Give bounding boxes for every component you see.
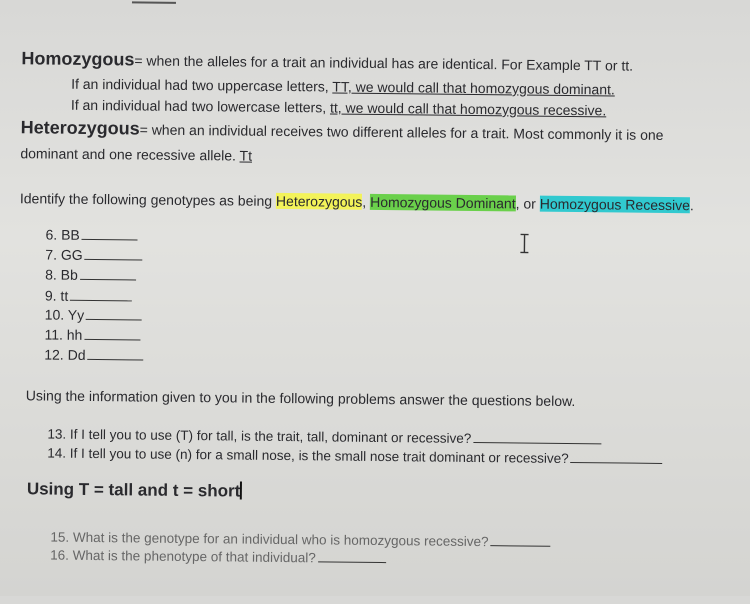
lowercase-prefix: If an individual had two lowercase letters, [70,96,331,116]
identify-sep2: , or [515,195,540,212]
list-item[interactable]: 12. Dd [44,346,143,363]
identify-sep1: , [362,193,371,210]
uppercase-prefix: If an individual had two uppercase letters, [71,75,333,95]
identify-prefix: Identify the following genotypes as being [19,190,277,209]
list-item[interactable]: 6. BB [45,226,137,243]
uppercase-line [71,76,615,98]
heterozygous-term: Heterozygous [20,117,140,139]
answer-blank[interactable] [473,430,601,444]
list-item[interactable]: 9. tt [45,287,133,304]
using-heading[interactable]: Using T = tall and t = short [26,479,241,501]
text-caret [240,482,242,500]
answer-blank[interactable] [491,533,551,547]
heterozygous-text: = when an individual receives two different alleles for a trait. Most commonly it is one [139,121,664,143]
identify-end: . [689,197,694,214]
answer-blank[interactable] [84,327,140,341]
option-homozygous-dominant: Homozygous Dominant [370,193,516,212]
heterozygous-example: Tt [239,147,253,164]
homozygous-text: = when the alleles for a trait an individual has are identical. For Example TT or tt. [134,52,634,74]
answer-blank[interactable] [86,307,142,321]
answer-blank[interactable] [70,288,132,302]
option-heterozygous: Heterozygous [275,192,363,210]
ibeam-cursor-icon [518,233,530,253]
answer-blank[interactable] [80,267,136,281]
uppercase-underlined: TT, we would call that homozygous dominant. [332,78,615,98]
identify-prompt [20,190,694,213]
lowercase-underlined: tt, we would call that homozygous recessive. [329,99,607,119]
option-homozygous-recessive: Homozygous Recessive [539,195,691,214]
list-item[interactable]: 7. GG [45,246,143,263]
heterozygous-definition [21,117,664,145]
list-item[interactable]: 10. Yy [45,306,143,323]
answer-blank[interactable] [318,549,386,563]
lowercase-line [71,97,607,119]
heterozygous-definition-cont [20,145,252,163]
question-14[interactable]: 14. If I tell you to use (n) for a small nose, is the small nose trait dominant or recessive? [47,445,663,467]
list-item[interactable]: 11. hh [44,326,140,343]
answer-blank[interactable] [571,450,663,464]
question-15[interactable]: 15. What is the genotype for an individual who is homozygous recessive? [50,529,550,550]
homozygous-term: Homozygous [21,48,135,70]
problems-intro: Using the information given to you in the following problems answer the questions below. [25,387,576,410]
homozygous-definition [21,48,633,75]
top-rule [132,1,176,3]
answer-blank[interactable] [88,347,144,361]
answer-blank[interactable] [85,247,143,261]
list-item[interactable]: 8. Bb [45,266,136,283]
question-13[interactable]: 13. If I tell you to use (T) for tall, is the trait, tall, dominant or recessive? [47,426,601,448]
answer-blank[interactable] [82,227,138,241]
heterozygous-text-2: dominant and one recessive allele. [20,145,240,164]
question-16[interactable]: 16. What is the phenotype of that individual? [50,547,386,567]
